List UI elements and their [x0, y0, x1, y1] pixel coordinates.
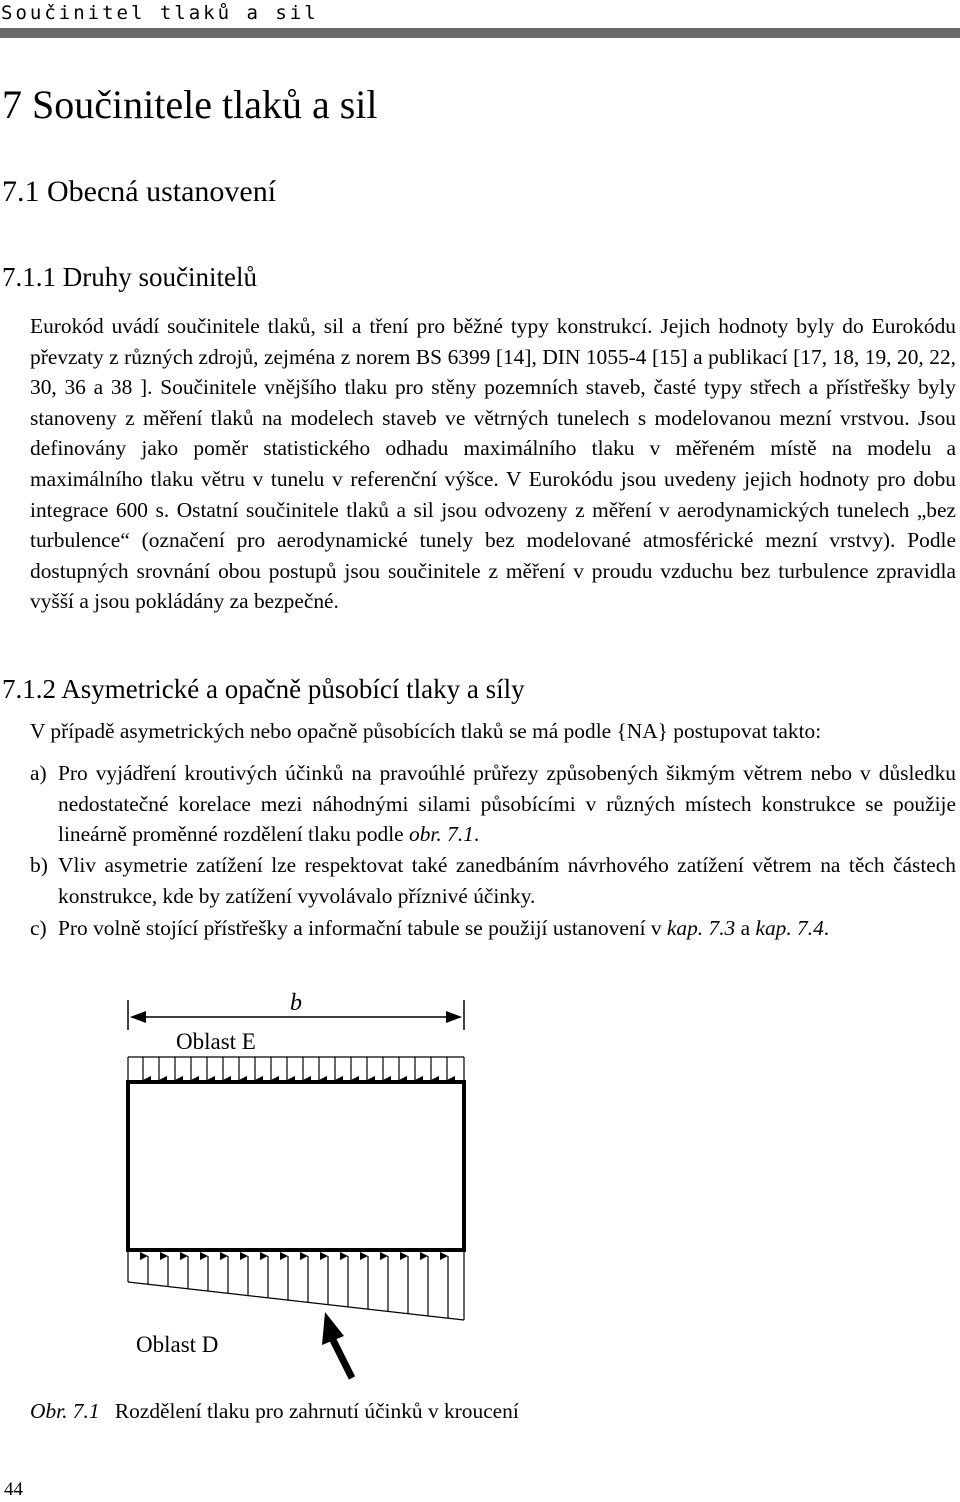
section-title: 7.1 Obecná ustanovení	[2, 175, 277, 208]
pressure-distribution-figure	[0, 970, 960, 1410]
list-item-tail: .	[823, 916, 830, 940]
subsection-title-7-1-2: 7.1.2 Asymetrické a opačně působící tlaky a síly	[2, 674, 525, 704]
list-item-tail: .	[473, 822, 480, 847]
list-marker: c)	[30, 916, 47, 940]
dimension-label-b: b	[290, 990, 302, 1016]
region-e-pressure-arrows	[128, 1057, 464, 1080]
paragraph-druhy-soucinitelu: Eurokód uvádí součinitele tlaků, sil a tření pro běžné typy konstrukcí. Jejich hodnoty byly do Eurokódu převzaty z různých zdrojů, zejména z norem BS 6399 [14], DIN 1055-4 [15] a publikací [17, 18, 19, 20, 22, 30, 36 a 38 ]. Součinitele vnějšího tlaku pro stěny pozemních staveb, časté typy střech a přístřešky byly stanoveny z měření tlaků na modelech staveb ve větrných tunelech s modelovanou mezní vrstvou. Jsou definovány jako poměr statistického odhadu maximálního tlaku v měřeném místě na modelu a maximálního tlaku větru v tunelu v referenční výšce. V Eurokódu jsou uvedeny jejich hodnoty pro dobu integrace 600 s. Ostatní součinitele tlaků a sil jsou odvozeny z měření v aerodynamických tunelech „bez turbulence“ (označení pro aerodynamické tunely bez modelované atmosférické mezní vrstvy). Podle dostupných srovnání obou postupů jsou součinitele z měření v proudu vzduchu bez turbulence zpravidla vyšší a jsou pokládány za bezpečné.	[30, 314, 956, 614]
list-item-text: Pro volně stojící přístřešky a informační tabule se použijí ustanovení v	[58, 916, 667, 940]
chapter-reference: kap. 7.4	[755, 916, 824, 940]
region-e-label: Oblast E	[176, 1029, 256, 1054]
chapter-title: 7 Součinitele tlaků a sil	[2, 82, 378, 127]
list-item-b	[30, 850, 956, 911]
subsection-title-7-1-1: 7.1.1 Druhy součinitelů	[2, 262, 257, 292]
list-marker: b)	[30, 853, 48, 877]
chapter-reference: kap. 7.3	[666, 916, 736, 940]
wind-direction-arrow	[322, 1312, 352, 1378]
list-item-text: Pro vyjádření kroutivých účinků na pravoúhlé průřezy způsobených šikmým větrem nebo v důsledku nedostatečné korelace mezi náhodnými silami působícími v různých místech konstrukce se použije lineárně proměnné rozdělení tlaku podle	[58, 761, 956, 847]
figure-caption	[30, 1396, 519, 1426]
figure-reference: obr. 7.1	[409, 822, 474, 847]
paragraph-intro-asymetricke: V případě asymetrických nebo opačně působících tlaků se má podle {NA} postupovat takto:	[30, 719, 822, 743]
running-header: Součinitel tlaků a sil	[1, 2, 319, 24]
list-item-c	[30, 913, 956, 944]
list-item-a	[30, 758, 956, 850]
region-d-label: Oblast D	[136, 1332, 219, 1357]
caption-text: Rozdělení tlaku pro zahrnutí účinků v kroucení	[114, 1399, 519, 1423]
header-rule	[0, 28, 960, 38]
list-item-text: Vliv asymetrie zatížení lze respektovat také zanedbáním návrhového zatížení větrem na těch částech konstrukce, kde by zatížení vyvolávalo příznivé účinky.	[58, 853, 956, 908]
region-d-pressure-arrows	[128, 1252, 464, 1320]
caption-figure-number: Obr. 7.1	[30, 1399, 100, 1423]
list-marker: a)	[30, 761, 47, 785]
list-item-mid: a	[735, 916, 756, 940]
page-number: 44	[4, 1479, 23, 1500]
building-plan-rectangle	[128, 1082, 464, 1250]
